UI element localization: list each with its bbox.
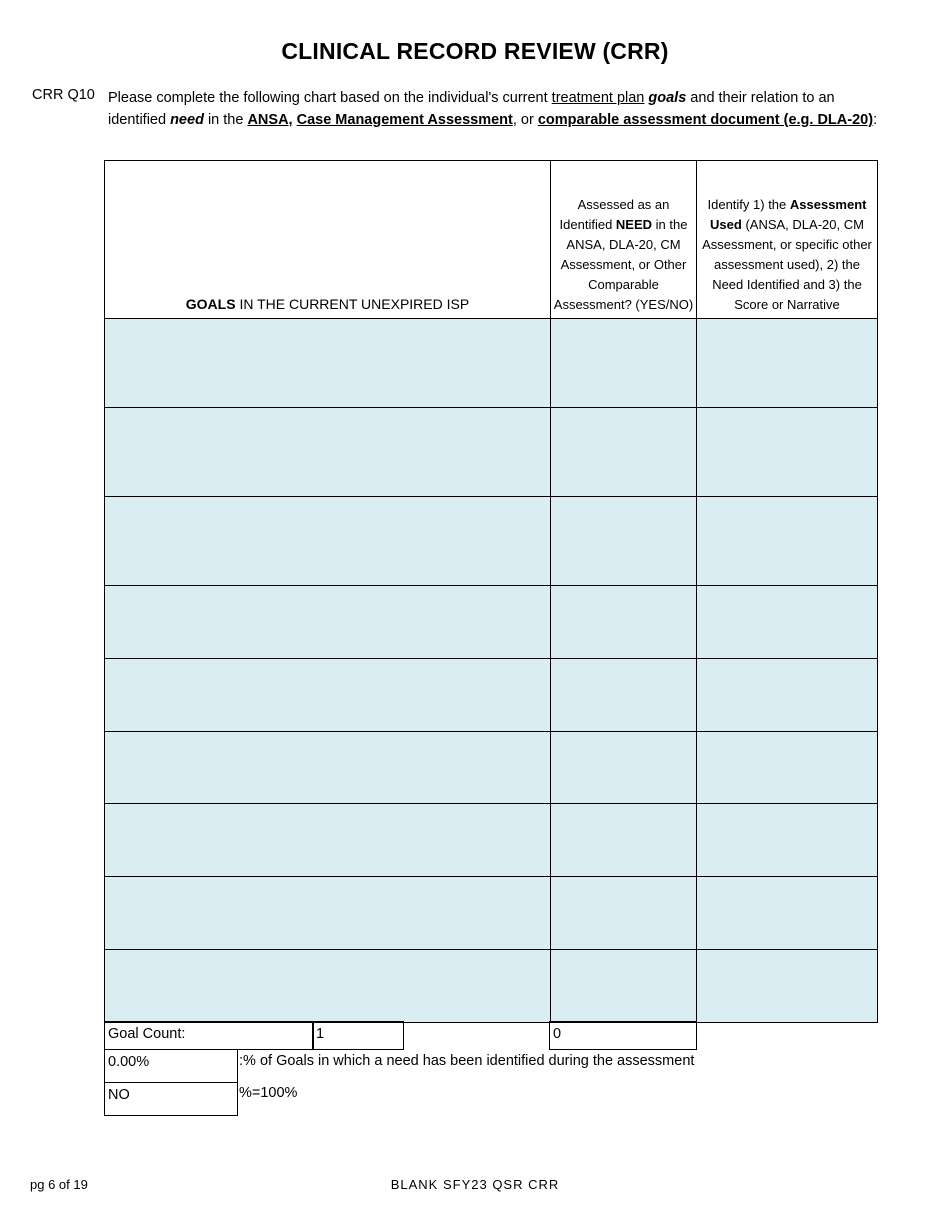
question-id: CRR Q10 bbox=[32, 87, 95, 103]
goal-count-value: 1 bbox=[312, 1021, 404, 1050]
need-count-value: 0 bbox=[549, 1021, 697, 1050]
table-row bbox=[105, 877, 878, 950]
assessment-input-cell[interactable] bbox=[697, 586, 878, 659]
page-title: CLINICAL RECORD REVIEW (CRR) bbox=[281, 38, 669, 64]
table-row bbox=[105, 408, 878, 497]
goal-input-cell[interactable] bbox=[105, 950, 551, 1023]
table-row bbox=[105, 319, 878, 408]
assessment-column-header: Identify 1) the Assessment Used (ANSA, DLA-20, CM Assessment, or specific other assessment used), 2) the Need Identified and 3) the Score or Narrative bbox=[697, 161, 878, 319]
need-input-cell[interactable] bbox=[551, 586, 697, 659]
goal-input-cell[interactable] bbox=[105, 877, 551, 950]
table-row bbox=[105, 659, 878, 732]
goals-table bbox=[104, 160, 878, 1023]
percent-label: :% of Goals in which a need has been identified during the assessment bbox=[239, 1053, 695, 1069]
table-row bbox=[105, 586, 878, 659]
assessment-input-cell[interactable] bbox=[697, 804, 878, 877]
goals-column-header: GOALS IN THE CURRENT UNEXPIRED ISP bbox=[105, 161, 551, 319]
goal-input-cell[interactable] bbox=[105, 586, 551, 659]
document-name: BLANK SFY23 QSR CRR bbox=[390, 1177, 560, 1192]
need-input-cell[interactable] bbox=[551, 659, 697, 732]
percent-value: 0.00% bbox=[104, 1049, 238, 1083]
result-label: %=100% bbox=[239, 1085, 298, 1101]
assessment-input-cell[interactable] bbox=[697, 497, 878, 586]
assessment-input-cell[interactable] bbox=[697, 319, 878, 408]
assessment-input-cell[interactable] bbox=[697, 732, 878, 804]
need-input-cell[interactable] bbox=[551, 319, 697, 408]
question-instructions: Please complete the following chart based on the individual's current treatment plan goals and their relation to an identified need in the ANSA, Case Management Assessment, or comparable assessment document (e.g. DLA-20): bbox=[108, 90, 878, 128]
goal-count-label: Goal Count: bbox=[104, 1021, 314, 1050]
need-input-cell[interactable] bbox=[551, 497, 697, 586]
table-row bbox=[105, 804, 878, 877]
goal-input-cell[interactable] bbox=[105, 497, 551, 586]
assessment-input-cell[interactable] bbox=[697, 408, 878, 497]
need-column-header: Assessed as an Identified NEED in the ANSA, DLA-20, CM Assessment, or Other Comparable Assessment? (YES/NO) bbox=[551, 161, 697, 319]
need-input-cell[interactable] bbox=[551, 950, 697, 1023]
need-input-cell[interactable] bbox=[551, 804, 697, 877]
goal-input-cell[interactable] bbox=[105, 408, 551, 497]
assessment-input-cell[interactable] bbox=[697, 659, 878, 732]
table-row bbox=[105, 732, 878, 804]
table-row bbox=[105, 950, 878, 1023]
assessment-input-cell[interactable] bbox=[697, 877, 878, 950]
need-input-cell[interactable] bbox=[551, 408, 697, 497]
need-input-cell[interactable] bbox=[551, 877, 697, 950]
goal-input-cell[interactable] bbox=[105, 804, 551, 877]
assessment-input-cell[interactable] bbox=[697, 950, 878, 1023]
goal-input-cell[interactable] bbox=[105, 732, 551, 804]
goal-input-cell[interactable] bbox=[105, 659, 551, 732]
table-row bbox=[105, 497, 878, 586]
goal-input-cell[interactable] bbox=[105, 319, 551, 408]
result-value: NO bbox=[104, 1082, 238, 1116]
page-number: pg 6 of 19 bbox=[30, 1177, 88, 1192]
need-input-cell[interactable] bbox=[551, 732, 697, 804]
